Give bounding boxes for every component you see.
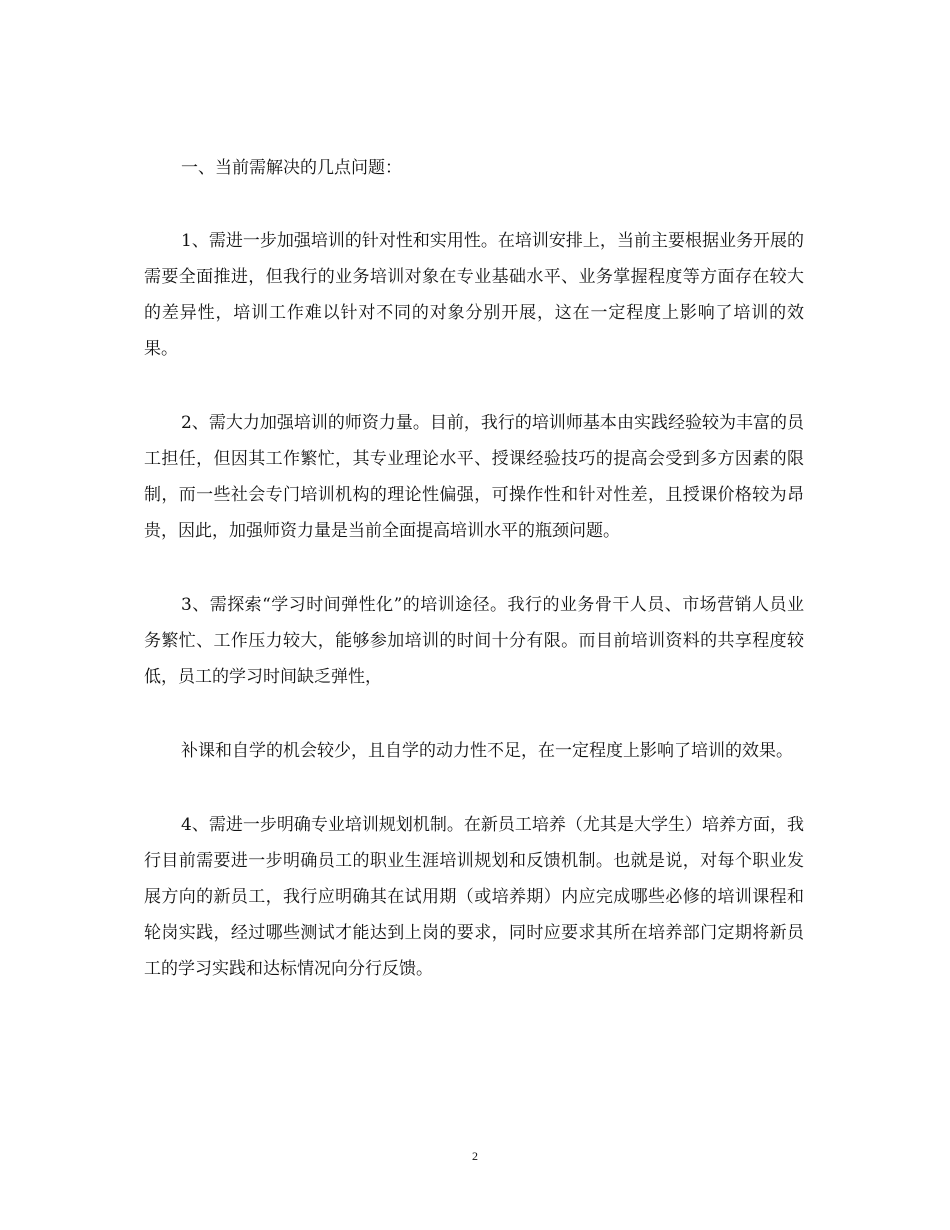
paragraph-3: 3、需探索“学习时间弹性化”的培训途径。我行的业务骨干人员、市场营销人员业务繁忙、工作压力较大，能够参加培训的时间十分有限。而目前培训资料的共享程度较低，员工的学习时间缺乏弹性， <box>144 595 804 687</box>
paragraph-4: 4、需进一步明确专业培训规划机制。在新员工培养（尤其是大学生）培养方面，我行目前需要进一步明确员工的职业生涯培训规划和反馈机制。也就是说，对每个职业发展方向的新员工，我行应明确其在试用期（或培养期）内应完成哪些必修的培训课程和轮岗实践，经过哪些测试才能达到上岗的要求，同时应要求其所在培养部门定期将新员工的学习实践和达标情况向分行反馈。 <box>144 815 804 979</box>
paragraph-3-continued: 补课和自学的机会较少，且自学的动力性不足，在一定程度上影响了培训的效果。 <box>181 741 793 761</box>
page-number: 2 <box>472 1149 478 1163</box>
section-heading: 一、当前需解决的几点问题： <box>181 158 402 178</box>
document-body <box>144 150 804 987</box>
paragraph-1: 1、需进一步加强培训的针对性和实用性。在培训安排上，当前主要根据业务开展的需要全面推进，但我行的业务培训对象在专业基础水平、业务掌握程度等方面存在较大的差异性，培训工作难以针对不同的对象分别开展，这在一定程度上影响了培训的效果。 <box>144 231 804 359</box>
paragraph-2: 2、需大力加强培训的师资力量。目前，我行的培训师基本由实践经验较为丰富的员工担任，但因其工作繁忙，其专业理论水平、授课经验技巧的提高会受到多方因素的限制，而一些社会专门培训机构的理论性偏强，可操作性和针对性差，且授课价格较为昂贵，因此，加强师资力量是当前全面提高培训水平的瓶颈问题。 <box>144 413 804 541</box>
